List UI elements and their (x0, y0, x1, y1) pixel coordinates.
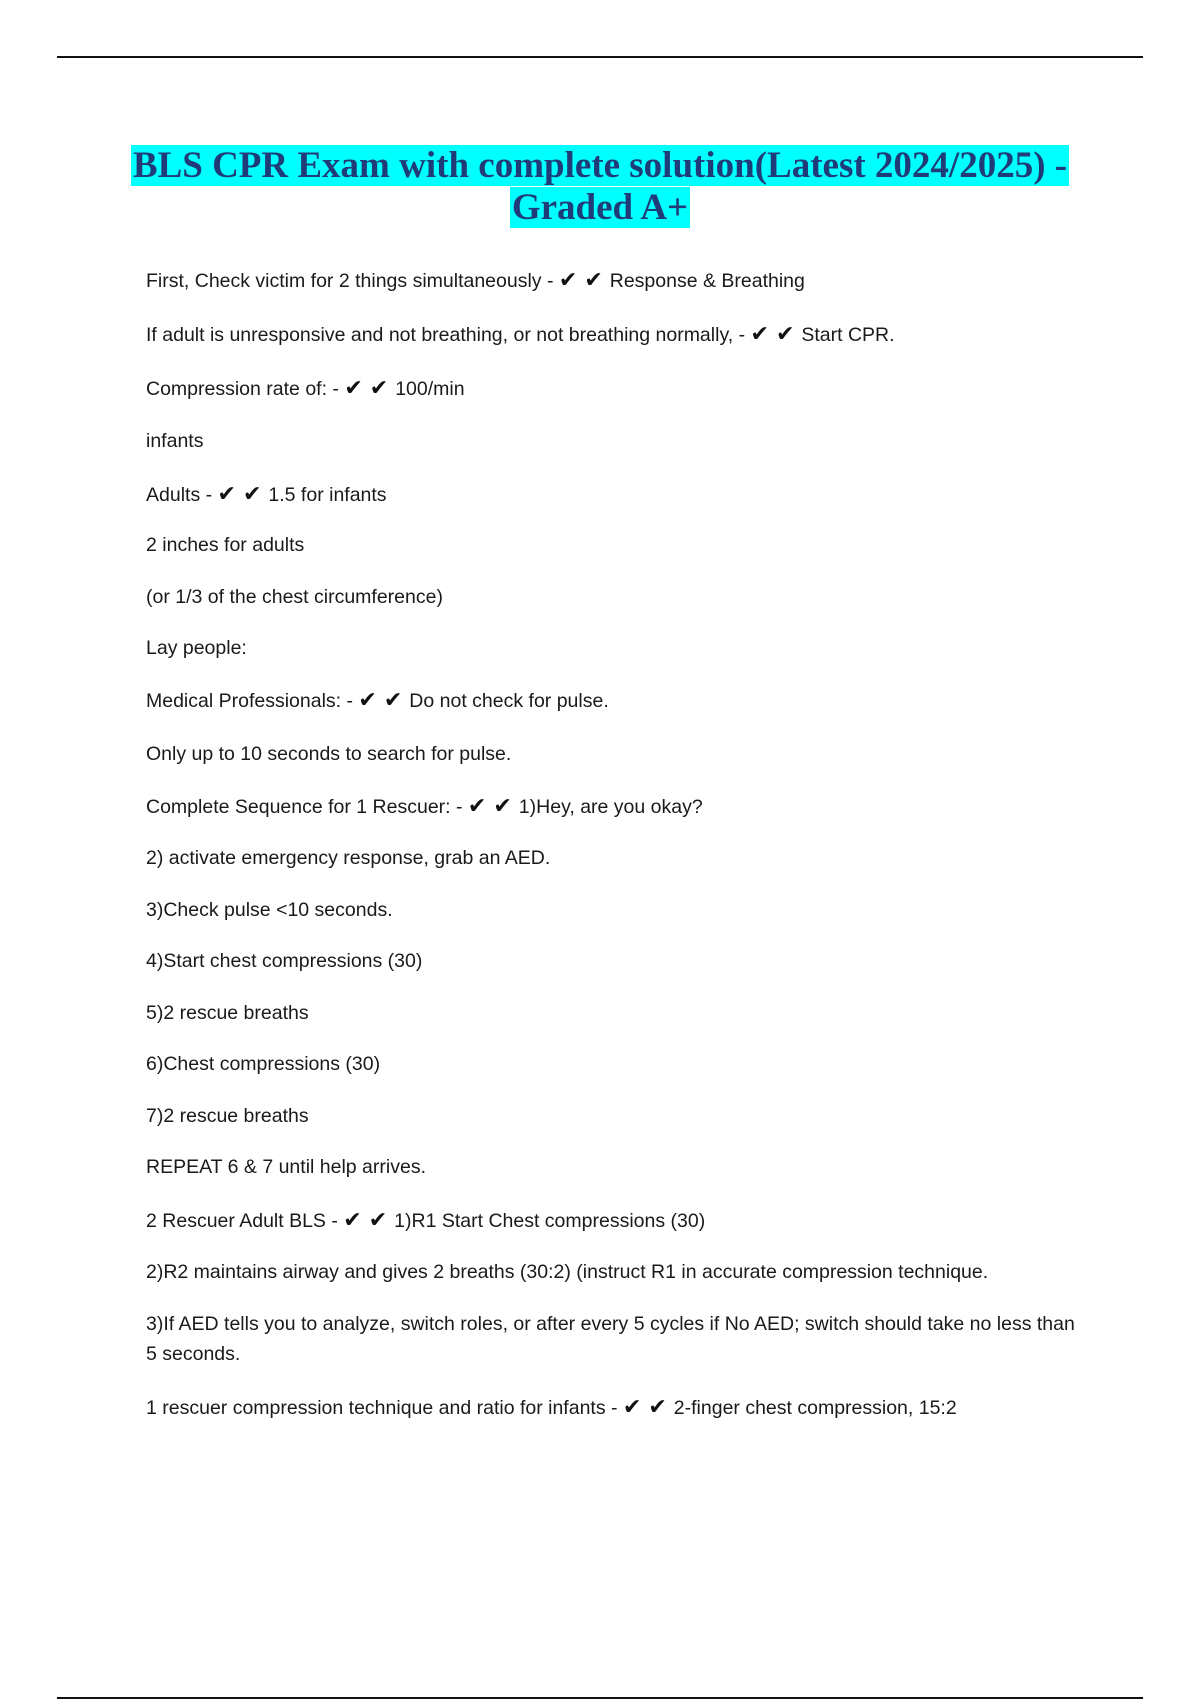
header-rule (57, 56, 1143, 58)
footer-rule (57, 1697, 1143, 1699)
title-line-2: Graded A+ (511, 187, 689, 228)
check-icon: ✔ (750, 322, 769, 347)
check-icon: ✔ (368, 1208, 388, 1233)
text-line: 6)Chest compressions (30) (146, 1053, 381, 1075)
text-line: 5)2 rescue breaths (146, 1002, 309, 1024)
text-line: 3)Check pulse <10 seconds. (146, 899, 393, 921)
qa-line: 1 rescuer compression technique and ratio for infants - ✔ ✔ 2-finger chest compression, 15:2 (146, 1393, 1076, 1423)
text-line: 3)If AED tells you to analyze, switch roles, or after every 5 cycles if No AED; switch should take no less than 5 seconds. (146, 1313, 1075, 1365)
text-line: REPEAT 6 & 7 until help arrives. (146, 1156, 426, 1178)
text-line: Lay people: (146, 637, 247, 659)
text-line: 2)R2 maintains airway and gives 2 breaths (30:2) (instruct R1 in accurate compression technique. (146, 1261, 989, 1283)
check-icon: ✔ (584, 268, 603, 293)
check-icon: ✔ (493, 794, 512, 819)
qa-line: 2 Rescuer Adult BLS - ✔ ✔ 1)R1 Start Chest compressions (30) (146, 1206, 1076, 1236)
text-line: infants (146, 430, 204, 452)
check-icon: ✔ (358, 688, 377, 713)
text-line: 4)Start chest compressions (30) (146, 950, 423, 972)
check-icon: ✔ (369, 376, 389, 401)
check-icon: ✔ (622, 1395, 642, 1420)
text-line: 2) activate emergency response, grab an AED. (146, 847, 551, 869)
text-line: 2 inches for adults (146, 534, 305, 556)
check-icon: ✔ (217, 482, 236, 507)
title-line-1: BLS CPR Exam with complete solution(Latest 2024/2025) - (132, 145, 1068, 186)
qa-line: Medical Professionals: - ✔ ✔ Do not check for pulse. (146, 686, 1076, 716)
text-line: (or 1/3 of the chest circumference) (146, 586, 443, 608)
qa-line: Adults - ✔ ✔ 1.5 for infants (146, 480, 1076, 510)
text-line: 7)2 rescue breaths (146, 1105, 309, 1127)
check-icon: ✔ (467, 794, 487, 819)
check-icon: ✔ (344, 376, 363, 401)
check-icon: ✔ (242, 482, 262, 507)
check-icon: ✔ (648, 1395, 667, 1420)
check-icon: ✔ (558, 268, 578, 293)
qa-line: Compression rate of: - ✔ ✔ 100/min (146, 374, 1076, 404)
qa-line: Complete Sequence for 1 Rescuer: - ✔ ✔ 1)Hey, are you okay? (146, 792, 1076, 822)
document-title (100, 145, 1100, 229)
check-icon: ✔ (775, 322, 795, 347)
qa-line: First, Check victim for 2 things simultaneously - ✔ ✔ Response & Breathing (146, 266, 1076, 296)
qa-line: If adult is unresponsive and not breathing, or not breathing normally, - ✔ ✔ Start CPR. (146, 320, 1076, 350)
check-icon: ✔ (343, 1208, 362, 1233)
check-icon: ✔ (383, 688, 403, 713)
text-line: Only up to 10 seconds to search for pulse. (146, 743, 512, 765)
